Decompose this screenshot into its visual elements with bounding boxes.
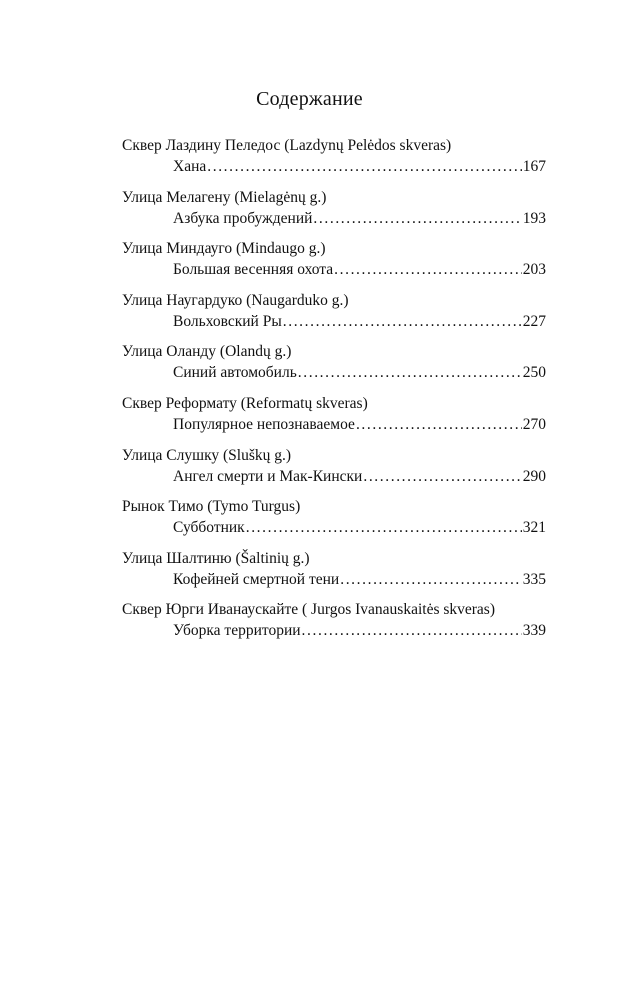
toc-entry <box>122 136 546 188</box>
toc-story-row[interactable] <box>173 517 546 538</box>
toc-place-heading: Улица Наугардуко (Naugarduko g.) <box>122 291 349 309</box>
toc-entry <box>122 549 546 601</box>
toc-page-number: 203 <box>522 261 546 279</box>
toc-place-heading: Улица Мелагену (Mielagėnų g.) <box>122 188 327 206</box>
toc-story-title: Кофейней смертной тени <box>173 570 340 588</box>
toc-place-heading: Рынок Тимо (Tymo Turgus) <box>122 498 301 516</box>
toc-place-heading: Сквер Лаздину Пеледос (Lazdynų Pelėdos skveras) <box>122 137 452 154</box>
toc-story-title: Субботник <box>173 519 245 537</box>
toc-story-row[interactable] <box>173 569 546 590</box>
toc-story-title: Синий автомобиль <box>173 364 297 382</box>
toc-story-title: Большая весенняя охота <box>173 261 334 279</box>
toc-story-title: Азбука пробуждений <box>173 209 313 227</box>
toc-entry <box>122 188 546 240</box>
toc-page-number: 193 <box>522 209 546 227</box>
toc-entry <box>122 291 546 343</box>
toc-place-heading: Сквер Юрги Иванаускайте ( Jurgos Ivanauskaitės skveras) <box>122 601 495 619</box>
toc-story-title: Ангел смерти и Мак-Кински <box>173 467 363 485</box>
toc-entry <box>122 600 546 652</box>
toc-page-number: 321 <box>522 519 546 537</box>
toc-story-title: Уборка территории <box>173 622 301 640</box>
toc-page-number: 290 <box>522 467 546 485</box>
toc-story-row[interactable] <box>173 311 546 332</box>
toc-leader-dots <box>340 569 522 590</box>
toc-page-number: 167 <box>522 158 546 175</box>
toc-story-row[interactable] <box>173 362 546 383</box>
toc-leader-dots <box>356 414 522 435</box>
toc-place-heading: Улица Слушку (Sluškų g.) <box>122 446 292 464</box>
toc-story-row[interactable] <box>173 466 546 487</box>
toc-place-heading: Улица Шалтиню (Šaltinių g.) <box>122 549 310 567</box>
toc-leader-dots <box>313 208 521 229</box>
toc-page-number: 250 <box>522 364 546 382</box>
toc-story-title: Хана <box>173 158 207 175</box>
toc-leader-dots <box>334 259 522 280</box>
page-title: Содержание <box>256 88 363 110</box>
toc-leader-dots <box>283 311 522 332</box>
toc-place-heading: Улица Оланду (Olandų g.) <box>122 343 292 361</box>
toc-story-row[interactable] <box>173 620 546 641</box>
toc-entry <box>122 497 546 549</box>
toc-page-number: 270 <box>522 415 546 433</box>
toc-story-row[interactable] <box>173 208 546 229</box>
toc-entry <box>122 342 546 394</box>
toc-leader-dots <box>302 620 522 641</box>
toc-place-heading: Улица Миндауго (Mindaugo g.) <box>122 240 326 258</box>
table-of-contents <box>122 136 546 652</box>
toc-page-number: 335 <box>522 570 546 588</box>
toc-page-number: 339 <box>522 622 546 640</box>
toc-story-row[interactable] <box>173 414 546 435</box>
toc-leader-dots <box>207 156 522 177</box>
toc-leader-dots <box>298 362 522 383</box>
toc-story-title: Популярное непознаваемое <box>173 415 355 433</box>
toc-leader-dots <box>363 466 521 487</box>
toc-entry <box>122 446 546 498</box>
toc-story-row[interactable] <box>173 259 546 280</box>
toc-page-number: 227 <box>522 312 546 330</box>
toc-leader-dots <box>246 517 522 538</box>
toc-entry <box>122 394 546 446</box>
toc-story-title: Вольховский Ры <box>173 312 282 330</box>
toc-story-row[interactable] <box>173 156 546 177</box>
toc-entry <box>122 239 546 291</box>
toc-place-heading: Сквер Реформату (Reformatų skveras) <box>122 394 368 412</box>
